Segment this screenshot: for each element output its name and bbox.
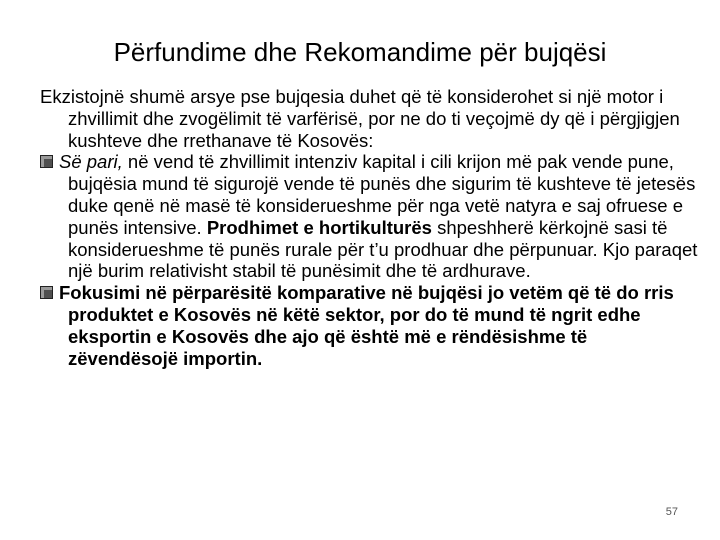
bullet-comparative-advantage	[40, 282, 700, 369]
intro-paragraph	[40, 86, 700, 151]
bullet-text-part2: shpeshherë kërkojnë sasi të konsiderueshme të punës rurale për t’u prodhuar dhe përpunuar. Kjo paraqet një burim relativisht stabil të punësimit dhe të ardhurave.	[68, 216, 698, 282]
bullet-text: Fokusimi në përparësitë komparative në bujqësi jo vetëm që të do rris produktet e Kosovës në këtë sektor, por do të mund të ngrit edhe eksportin e Kosovës dhe ajo që është më e rëndësishme të zëvendësojë importin.	[59, 282, 674, 369]
page-number: 57	[665, 506, 678, 518]
slide-body	[40, 86, 700, 369]
bullet-text-part1: në vend të zhvillimit intenziv kapital i cili krijon më pak vende pune, bujqësia mund të sigurojë vende të punës dhe sigurim të kushteve të jetesës duke qenë në masë të konsiderueshme për nga vetë natyra e saj ofruese e punës intensive.	[68, 151, 696, 238]
square-bullet-icon	[40, 286, 53, 299]
slide-title: Përfundime dhe Rekomandime për bujqësi	[113, 37, 607, 67]
bullet-first-reason	[40, 151, 700, 282]
square-bullet-icon	[40, 155, 53, 168]
bullet-lead: Së pari,	[59, 151, 123, 173]
intro-text: Ekzistojnë shumë arsye pse bujqesia duhet që të konsiderohet si një motor i zhvillimit dhe zvogëlimit të varfërisë, por ne do ti veçojmë dy që i përgjigjen kushteve dhe rrethanave të Kosovës:	[40, 86, 680, 151]
bullet-bold-phrase: Prodhimet e hortikulturës	[206, 216, 432, 238]
